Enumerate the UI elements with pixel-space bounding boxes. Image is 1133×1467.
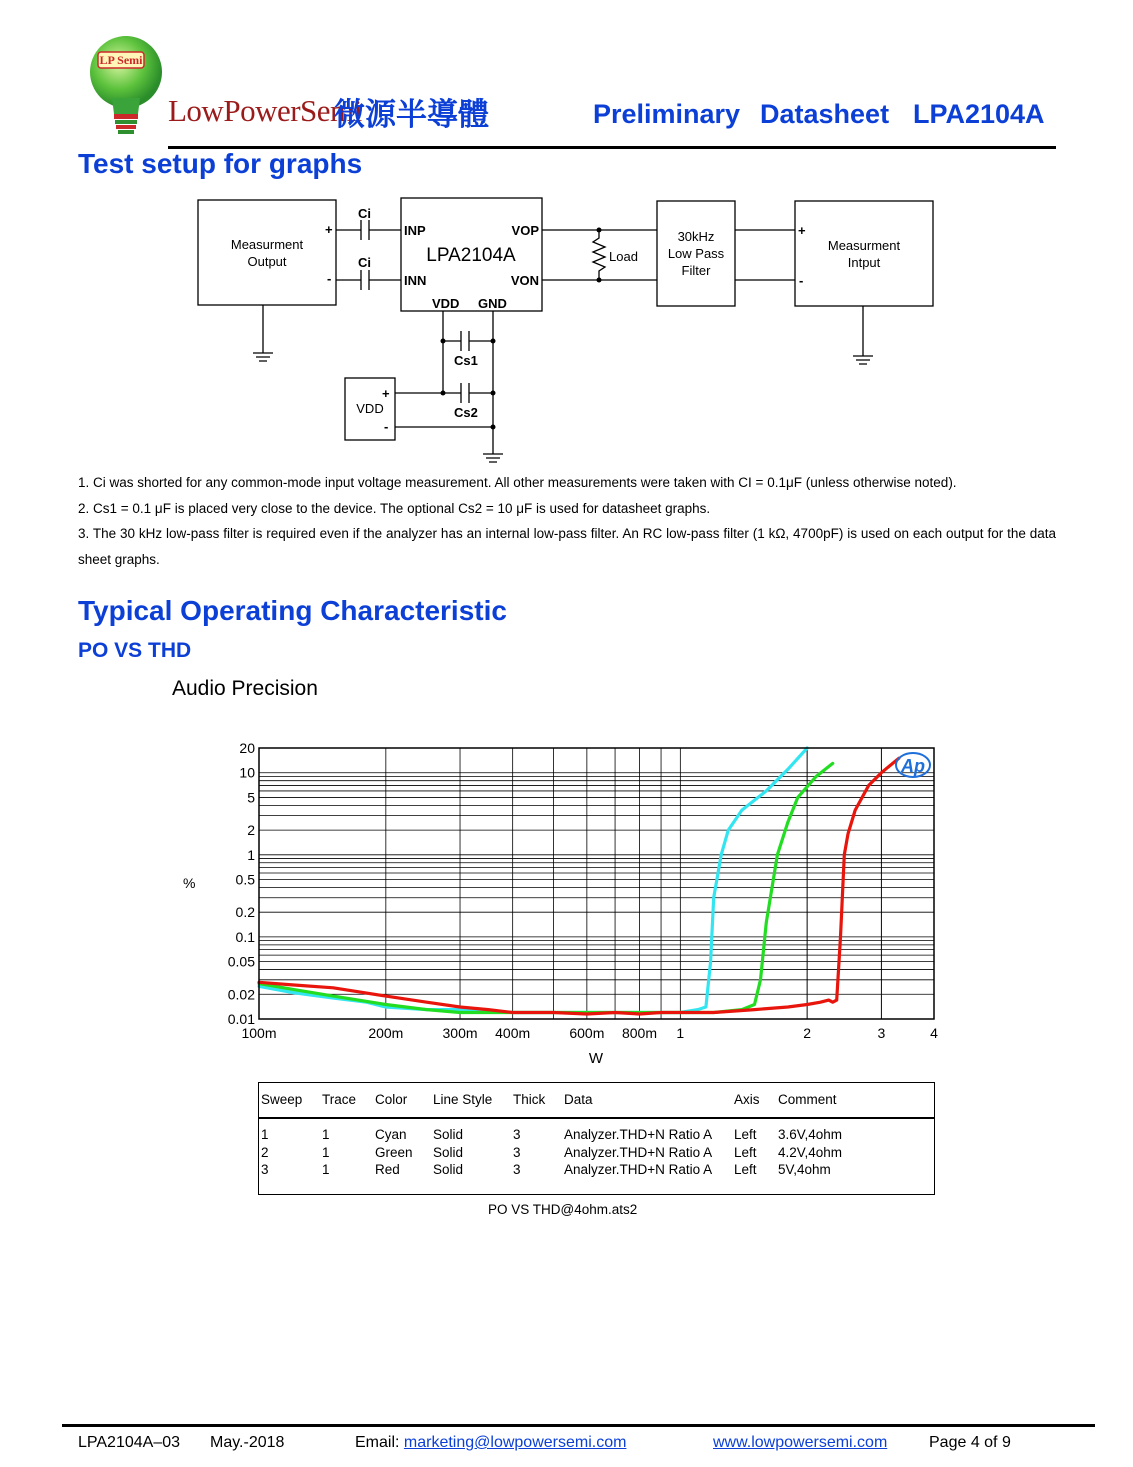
footer-page-number: Page 4 of 9 <box>929 1434 1011 1451</box>
chart-lines <box>259 748 899 1014</box>
load-label: Load <box>609 249 638 264</box>
meas-out-label-2: Output <box>247 254 287 269</box>
y-tick-label-5: 0.5 <box>235 871 255 888</box>
legend-header-7: Comment <box>778 1092 837 1107</box>
meas-in-label-2: Intput <box>847 255 881 270</box>
section-subtitle: PO VS THD <box>78 639 192 662</box>
x-tick-label-6: 1 <box>676 1025 685 1041</box>
footer-email-link[interactable]: marketing@lowpowersemi.com <box>403 1434 627 1451</box>
ci-label-bottom: Ci <box>358 255 371 270</box>
measurement-input-box <box>795 201 933 306</box>
legend-header-3: Line Style <box>433 1092 493 1107</box>
y-tick-label-1: 10 <box>239 764 255 781</box>
x-axis-label: W <box>588 1050 604 1067</box>
legend-cell-r1-c5: Analyzer.THD+N Ratio A <box>564 1127 713 1142</box>
ap-logo-text: Ap <box>901 756 925 776</box>
series-line-3 <box>259 758 899 1014</box>
series-line-2 <box>259 763 833 1012</box>
pin-vop: VOP <box>511 223 539 238</box>
legend-cell-r2-c5: Analyzer.THD+N Ratio A <box>564 1144 713 1160</box>
trace-legend-table <box>258 1082 935 1195</box>
ap-logo <box>896 753 930 777</box>
note-3: 3. The 30 kHz low-pass filter is required even if the analyzer has an internal low-pass filter. An RC low-pass filter (1 kΩ, 4700pF) is used on each output for the data sheet graphs. <box>78 526 1056 567</box>
plot-frame <box>259 748 934 1019</box>
series-line-1 <box>259 748 807 1013</box>
x-tick-label-1: 200m <box>368 1025 404 1041</box>
brand-name: LowPowerSemi <box>168 93 362 128</box>
meas-in-plus: + <box>798 223 806 238</box>
x-tick-label-5: 800m <box>621 1025 658 1041</box>
legend-cell-r3-c0: 3 <box>261 1162 269 1177</box>
vdd-source-label: VDD <box>356 401 384 416</box>
footer-email-label: Email: <box>355 1434 404 1451</box>
logo-badge-text: LP Semi <box>99 53 143 67</box>
footer-rule <box>62 1424 1095 1427</box>
legend-cell-r3-c7: 5V,4ohm <box>778 1162 831 1177</box>
meas-out-minus: - <box>327 271 332 286</box>
legend-cell-r2-c2: Green <box>375 1144 413 1160</box>
x-tick-label-0: 100m <box>241 1025 277 1041</box>
y-tick-label-10: 0.01 <box>227 1011 255 1027</box>
setup-notes <box>78 470 1056 572</box>
legend-header-2: Color <box>375 1092 408 1107</box>
vdd-minus: - <box>384 419 389 434</box>
y-tick-label-7: 0.1 <box>235 928 255 945</box>
y-tick-label-9: 0.02 <box>227 986 255 1003</box>
brand-name-cn: 微源半導體 <box>334 97 489 133</box>
chip-name: LPA2104A <box>426 245 516 266</box>
legend-header-0: Sweep <box>261 1092 303 1107</box>
meas-in-label-1: Measurment <box>827 238 901 253</box>
header-preliminary: Preliminary <box>593 99 741 129</box>
note-1: 1. Ci was shorted for any common-mode input voltage measurement. All other measurements were taken with CI = 0.1μF (unless otherwise noted). <box>78 475 957 490</box>
chart-header: Audio Precision <box>172 677 318 700</box>
header-datasheet: Datasheet <box>760 99 890 129</box>
legend-cell-r2-c3: Solid <box>433 1144 464 1160</box>
note-2: 2. Cs1 = 0.1 μF is placed very close to the device. The optional Cs2 = 10 μF is used for datasheet graphs. <box>78 500 711 516</box>
legend-header-1: Trace <box>322 1092 357 1107</box>
legend-header-5: Data <box>564 1092 593 1107</box>
company-logo <box>84 28 168 138</box>
legend-cell-r1-c3: Solid <box>433 1127 464 1142</box>
section-title-typical: Typical Operating Characteristic <box>78 595 507 626</box>
y-tick-label-2: 5 <box>247 789 255 806</box>
legend-cell-r2-c4: 3 <box>513 1144 521 1160</box>
pin-gnd: GND <box>478 296 507 311</box>
y-tick-label-4: 1 <box>247 846 255 863</box>
filter-label-2: Low Pass <box>667 246 725 261</box>
legend-cell-r1-c1: 1 <box>322 1127 330 1142</box>
footer-date: May.-2018 <box>210 1434 285 1451</box>
x-tick-label-2: 300m <box>442 1025 478 1041</box>
legend-cell-r1-c4: 3 <box>513 1127 521 1142</box>
y-tick-label-8: 0.05 <box>227 953 255 970</box>
x-tick-label-3: 400m <box>495 1025 531 1041</box>
legend-cell-r2-c7: 4.2V,4ohm <box>778 1144 843 1160</box>
meas-out-plus: + <box>325 222 333 237</box>
legend-cell-r3-c2: Red <box>375 1162 400 1177</box>
legend-header-rule <box>259 1117 934 1119</box>
chart-filename-caption: PO VS THD@4ohm.ats2 <box>488 1202 638 1217</box>
legend-cell-r2-c1: 1 <box>322 1144 330 1160</box>
footer-website-link[interactable]: www.lowpowersemi.com <box>713 1434 888 1451</box>
test-setup-diagram <box>190 192 950 472</box>
pin-inp: INP <box>404 223 426 238</box>
legend-cell-r1-c0: 1 <box>261 1127 269 1142</box>
pin-inn: INN <box>404 273 427 288</box>
header-part-number: LPA2104A <box>913 99 1045 129</box>
legend-cell-r1-c6: Left <box>734 1127 757 1142</box>
footer-web-wrap <box>713 1434 887 1452</box>
legend-cell-r3-c5: Analyzer.THD+N Ratio A <box>564 1162 713 1177</box>
x-tick-label-7: 2 <box>803 1025 812 1041</box>
legend-cell-r3-c4: 3 <box>513 1162 521 1177</box>
vdd-plus: + <box>382 386 390 401</box>
legend-cell-r3-c1: 1 <box>322 1162 330 1177</box>
measurement-output-box <box>198 200 336 305</box>
y-tick-label-0: 20 <box>239 740 255 756</box>
x-tick-label-4: 600m <box>569 1025 605 1041</box>
legend-cell-r2-c6: Left <box>734 1144 757 1160</box>
pin-von: VON <box>510 273 539 288</box>
x-tick-label-9: 4 <box>930 1025 938 1041</box>
meas-in-minus: - <box>799 273 804 288</box>
footer-doc-number: LPA2104A–03 <box>78 1434 181 1451</box>
footer-email-group <box>355 1434 626 1452</box>
pin-vdd: VDD <box>432 296 460 311</box>
legend-cell-r3-c6: Left <box>734 1162 757 1177</box>
legend-cell-r1-c7: 3.6V,4ohm <box>778 1127 843 1142</box>
ci-label-top: Ci <box>358 206 371 221</box>
y-axis-label: % <box>183 875 196 891</box>
legend-cell-r3-c3: Solid <box>433 1162 464 1177</box>
cs1-label: Cs1 <box>454 353 478 368</box>
chart-grid <box>259 748 934 1019</box>
filter-label-1: 30kHz <box>677 229 715 244</box>
section-title-test-setup: Test setup for graphs <box>78 148 363 179</box>
cs2-label: Cs2 <box>454 405 478 420</box>
y-tick-label-6: 0.2 <box>235 904 255 921</box>
filter-label-3: Filter <box>681 263 711 278</box>
thd-chart <box>170 735 950 1070</box>
legend-header-4: Thick <box>513 1092 546 1107</box>
y-tick-label-3: 2 <box>247 822 255 839</box>
meas-out-label-1: Measurment <box>230 237 304 252</box>
legend-cell-r2-c0: 2 <box>261 1144 269 1160</box>
legend-cell-r1-c2: Cyan <box>375 1127 407 1142</box>
legend-header-6: Axis <box>734 1092 760 1107</box>
x-tick-label-8: 3 <box>877 1025 886 1041</box>
